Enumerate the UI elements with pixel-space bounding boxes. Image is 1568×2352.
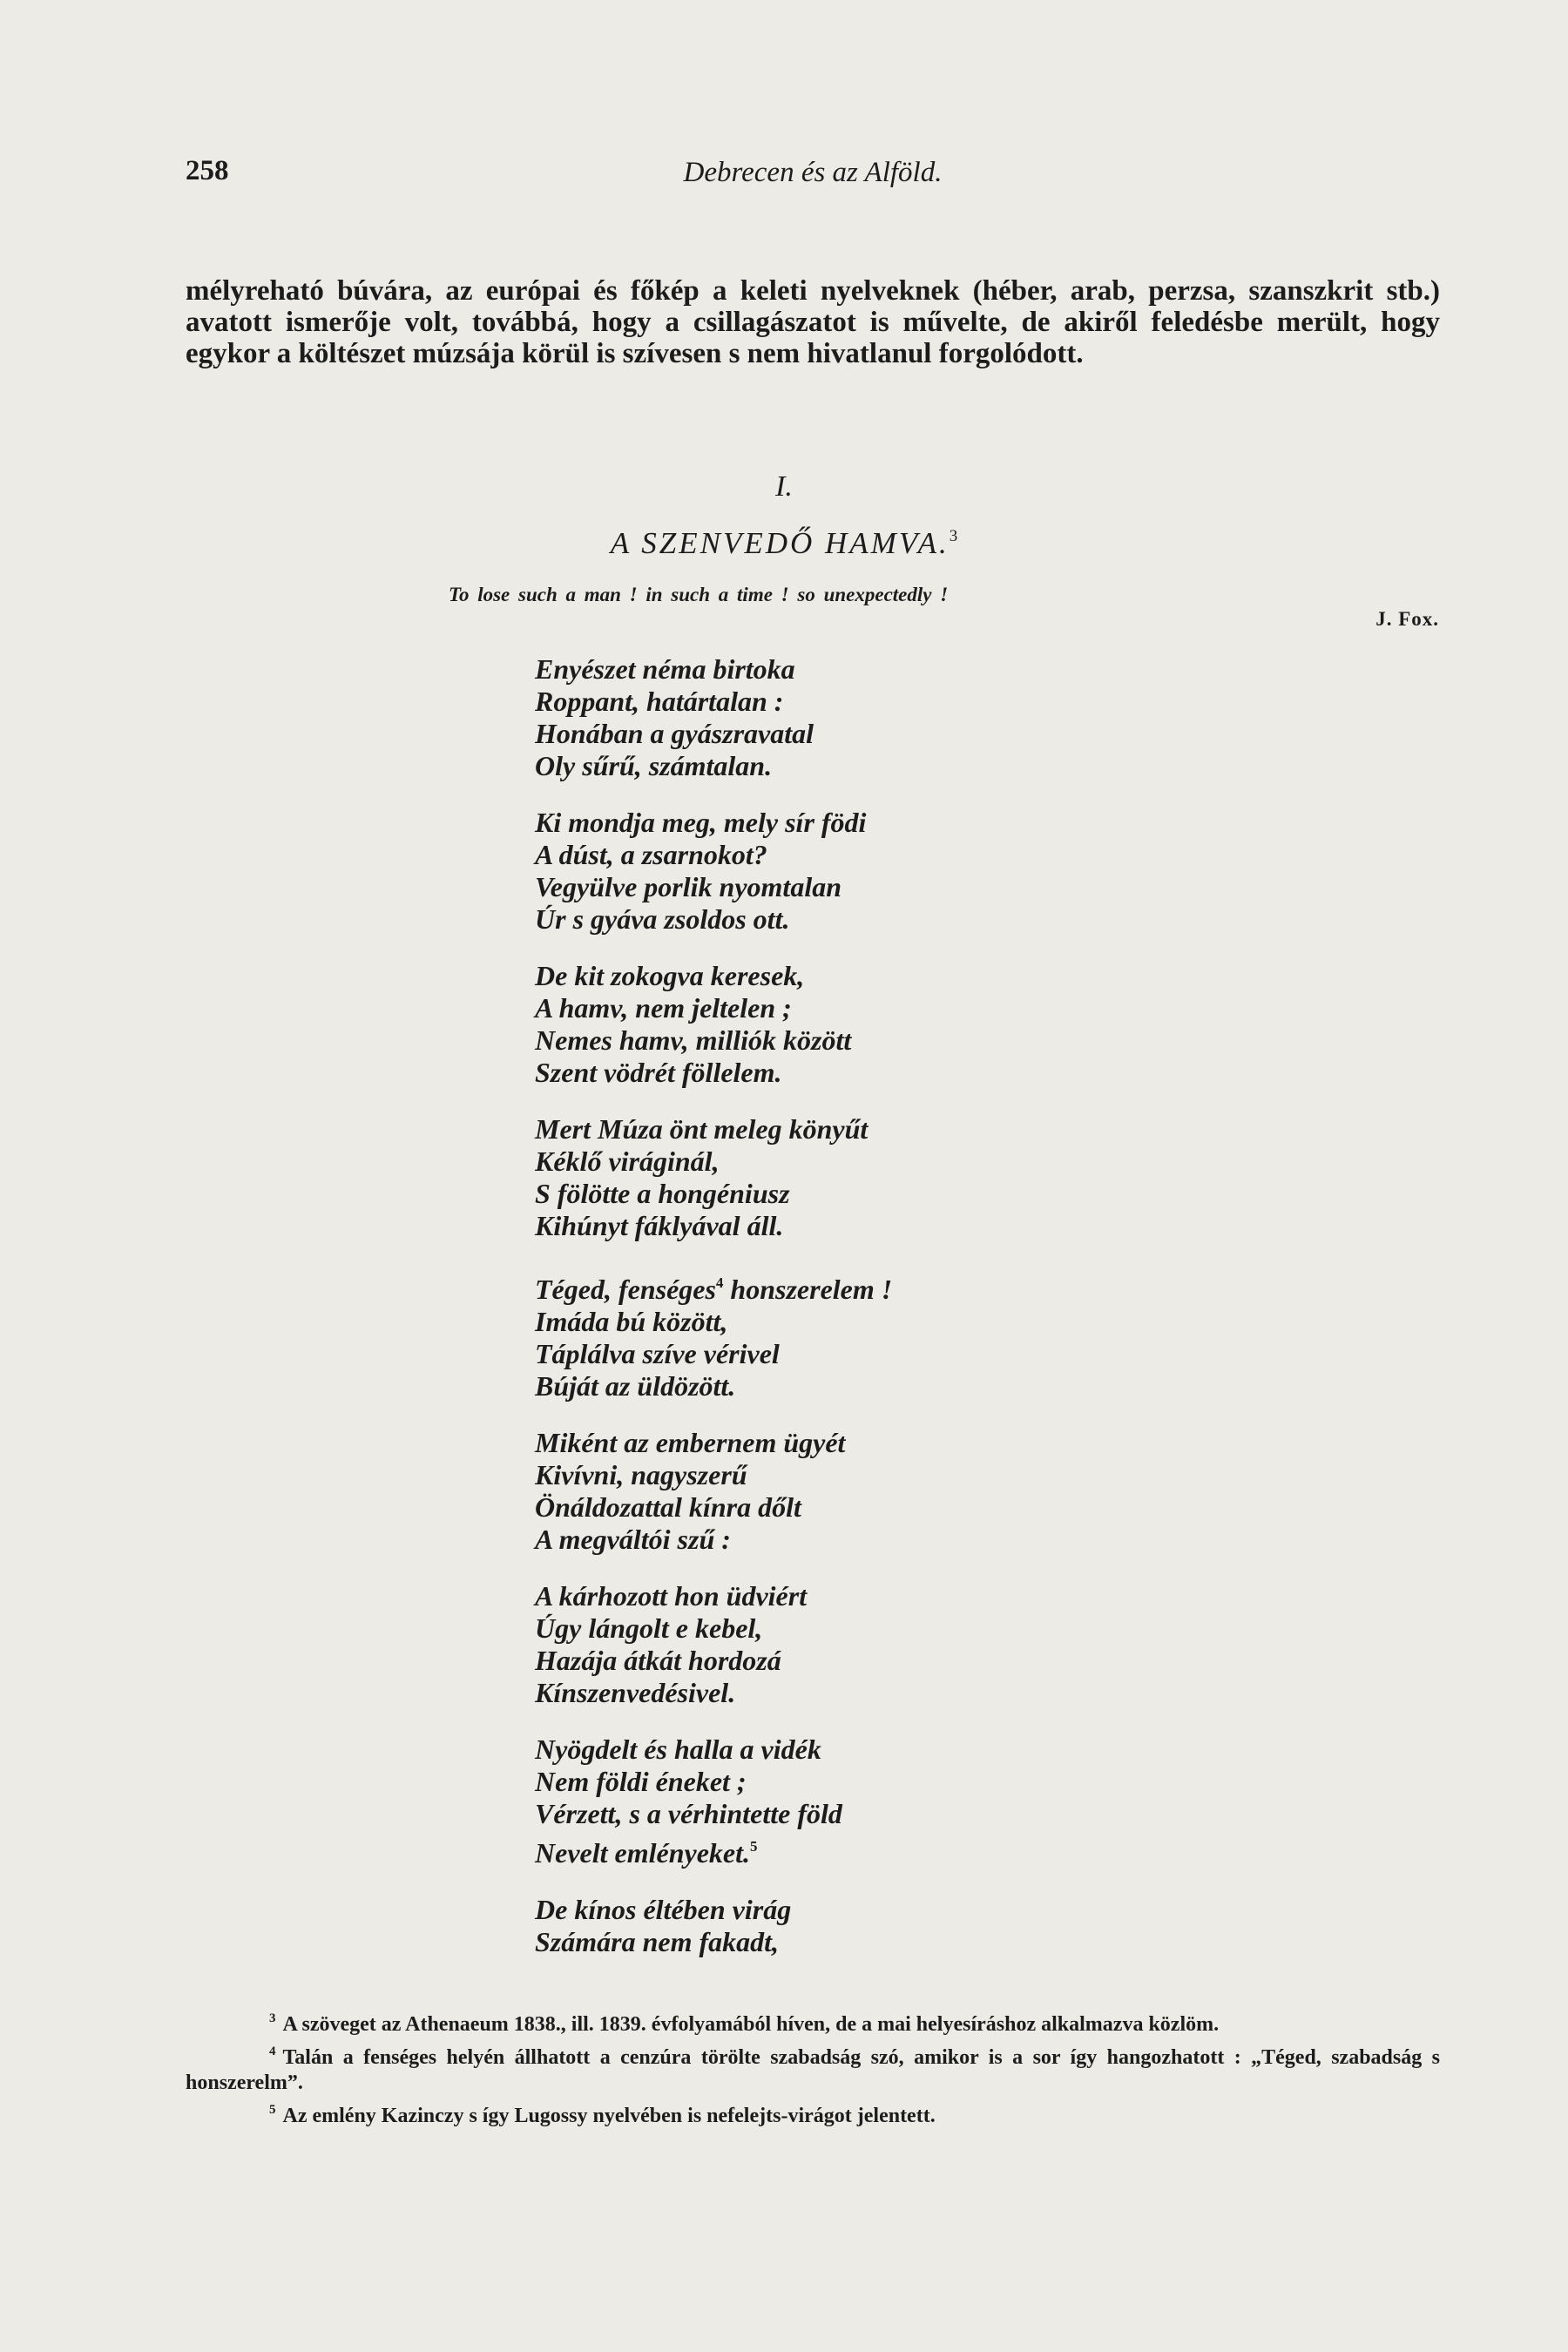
poem-line: A kárhozott hon üdviért xyxy=(535,1580,808,1612)
poem-line: Kínszenvedésivel. xyxy=(535,1677,736,1708)
footnote-number: 5 xyxy=(269,2103,276,2117)
footnote-text: A szöveget az Athenaeum 1838., ill. 1839. évfolyamából híven, de a mai helyesíráshoz alkalmazva közlöm. xyxy=(282,2013,1220,2036)
stanza-1 xyxy=(535,653,1145,782)
poem-line: Úr s gyáva zsoldos ott. xyxy=(535,903,790,935)
poem-title xyxy=(0,526,1568,561)
poem-line: Kivívni, nagyszerű xyxy=(535,1459,747,1490)
footnote-5 xyxy=(186,2098,1440,2129)
poem-line: Számára nem fakadt, xyxy=(535,1926,780,1957)
stanza-9 xyxy=(535,1894,1145,1958)
footnote-ref: 5 xyxy=(749,1838,758,1855)
poem-line: Honában a gyászravatal xyxy=(535,718,814,749)
footnote-ref: 4 xyxy=(715,1274,724,1291)
poem-line: A hamv, nem jeltelen ; xyxy=(535,992,792,1024)
poem-line: Imáda bú között, xyxy=(535,1306,728,1337)
poem-line: Vegyülve porlik nyomtalan xyxy=(535,871,841,902)
poem-line-start: Téged, fenséges xyxy=(535,1274,716,1305)
poem-line: Nemes hamv, milliók között xyxy=(535,1024,852,1056)
stanza-3 xyxy=(535,960,1145,1089)
poem-line: Miként az embernem ügyét xyxy=(535,1427,846,1458)
section-number: I. xyxy=(775,470,793,503)
running-head: Debrecen és az Alföld. xyxy=(683,157,943,188)
poem-line: De kínos éltében virág xyxy=(535,1894,792,1925)
poem-line: Nyögdelt és halla a vidék xyxy=(535,1734,821,1765)
poem-line-text: Nevelt emlényeket. xyxy=(535,1837,750,1869)
intro-paragraph xyxy=(186,275,1440,369)
stanza-7 xyxy=(535,1580,1145,1709)
poem-line: S fölötte a hongéniusz xyxy=(535,1178,790,1209)
poem-line: Roppant, határtalan : xyxy=(535,686,784,717)
poem-line: De kit zokogva keresek, xyxy=(535,960,805,991)
poem-line: Kihúnyt fáklyával áll. xyxy=(535,1210,784,1241)
poem-line: A dúst, a zsarnokot? xyxy=(535,839,767,870)
footnotes xyxy=(186,2006,1440,2131)
stanza-2 xyxy=(535,807,1145,936)
footnote-3 xyxy=(186,2006,1440,2038)
page-number: 258 xyxy=(186,155,229,186)
poem-line: A megváltói szű : xyxy=(535,1524,731,1555)
stanza-8 xyxy=(535,1734,1145,1869)
page-header xyxy=(186,155,1440,199)
poem-body xyxy=(535,653,1145,1983)
poem-line: Kéklő viráginál, xyxy=(535,1146,720,1177)
poem-line: Úgy lángolt e kebel, xyxy=(535,1612,763,1644)
epigraph: To lose such a man ! in such a time ! so unexpectedly ! xyxy=(449,584,949,605)
poem-line: Nem földi éneket ; xyxy=(535,1766,747,1797)
poem-title-text: A SZENVEDŐ HAMVA. xyxy=(610,526,950,560)
poem-line xyxy=(535,1267,1145,1306)
stanza-5 xyxy=(535,1267,1145,1402)
footnote-text: Az emlény Kazinczy s így Lugossy nyelvében is nefelejts-virágot jelentett. xyxy=(282,2105,936,2127)
poem-line: Önáldozattal kínra dőlt xyxy=(535,1491,801,1523)
poem-line: Szent vödrét föllelem. xyxy=(535,1057,782,1088)
epigraph-author: J. Fox. xyxy=(1375,608,1439,630)
title-footnote-ref: 3 xyxy=(949,527,958,545)
poem-line: Búját az üldözött. xyxy=(535,1370,736,1402)
footnote-number: 4 xyxy=(269,2044,276,2058)
poem-line: Mert Múza önt meleg könyűt xyxy=(535,1113,868,1145)
footnote-number: 3 xyxy=(269,2011,276,2025)
poem-line xyxy=(535,1830,1145,1869)
stanza-4 xyxy=(535,1113,1145,1242)
poem-line-end: honszerelem ! xyxy=(723,1274,893,1305)
intro-text: mélyreható búvára, az európai és főkép a keleti nyelveknek (héber, arab, perzsa, szanszkrit stb.) avatott ismerője volt, továbbá, hogy a csillagászatot is művelte, de akiről feledésbe merült, hogy egykor a költészet múzsája körül is szívesen s nem hivatlanul forgolódott. xyxy=(186,275,1440,369)
poem-line: Oly sűrű, számtalan. xyxy=(535,750,773,781)
poem-line: Vérzett, s a vérhintette föld xyxy=(535,1798,842,1829)
poem-line: Ki mondja meg, mely sír födi xyxy=(535,807,867,838)
poem-line: Hazája átkát hordozá xyxy=(535,1645,781,1676)
footnote-4 xyxy=(186,2039,1440,2096)
poem-line: Táplálva szíve vérivel xyxy=(535,1338,780,1369)
footnote-text: Talán a fenséges helyén állhatott a cenzúra törölte szabadság szó, amikor is a sor így hangozhatott : „Téged, szabadság s honszerelm”. xyxy=(186,2046,1440,2094)
stanza-6 xyxy=(535,1427,1145,1556)
poem-line: Enyészet néma birtoka xyxy=(535,653,795,685)
